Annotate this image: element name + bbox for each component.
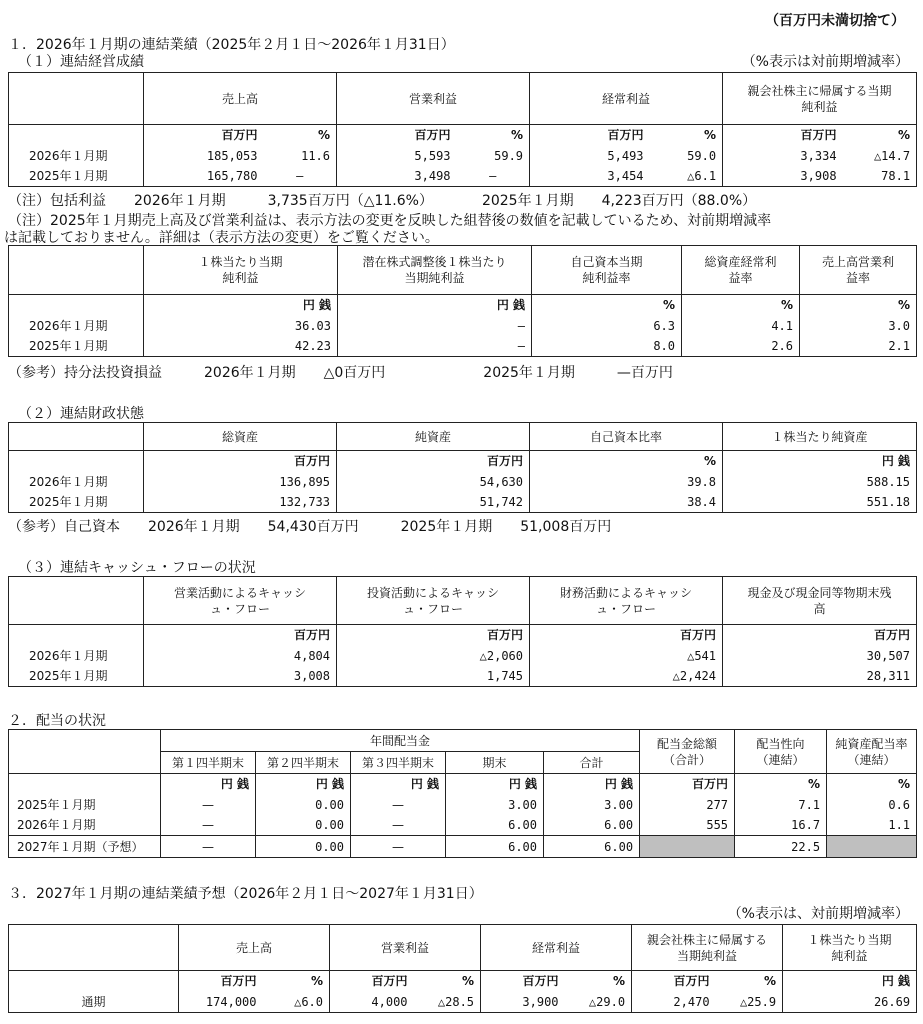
header-q2: 第２四半期末 [256,752,351,774]
forecast-row [9,836,917,858]
header-q3: 第３四半期末 [351,752,446,774]
value-cell: 2.6 [682,336,800,357]
unit-cell: 百万円 [337,125,457,147]
unit-cell: 百万円 [144,625,337,647]
value-cell: △25.9 [716,992,783,1013]
value-cell: 185,053 [144,146,264,166]
dividend-table [8,729,917,858]
row-label: 通期 [9,992,179,1013]
value-cell: 588.15 [723,472,917,492]
value-cell: 4,000 [330,992,414,1013]
unit-cell: % [682,295,800,317]
value-cell: 28,311 [723,666,917,687]
value-cell: 4,804 [144,646,337,666]
value-cell: 78.1 [843,166,917,187]
value-cell: 3,900 [481,992,565,1013]
shaded-cell [827,836,917,858]
value-cell: 132,733 [144,492,337,513]
value-cell: 6.00 [544,836,640,858]
value-cell: 3,908 [723,166,843,187]
unit-cell: % [263,971,330,993]
value-cell: 3,498 [337,166,457,187]
value-cell: — [351,815,446,836]
value-cell: 59.0 [650,146,723,166]
value-cell: 6.00 [446,815,544,836]
header-equity-ratio: 自己資本比率 [530,423,723,451]
unit-cell: 百万円 [337,451,530,473]
value-cell: 0.00 [256,815,351,836]
header-diluted-eps: 潜在株式調整後１株当たり当期純利益 [338,246,532,295]
value-cell: — [351,836,446,858]
forecast-title: ３．2027年１月期の連結業績予想（2026年２月１日～2027年１月31日） [8,886,483,902]
value-cell: 36.03 [144,316,338,336]
value-cell: 3.0 [800,316,917,336]
value-cell: 165,780 [144,166,264,187]
financial-position-table [8,422,917,513]
row-label: 2026年１月期 [9,316,144,336]
unit-cell: 円 銭 [783,971,917,993]
value-cell: 5,593 [337,146,457,166]
value-cell: 51,742 [337,492,530,513]
value-cell: 22.5 [735,836,827,858]
value-cell: 0.6 [827,795,917,815]
unit-cell: 円 銭 [144,295,338,317]
table-row [9,472,917,492]
section1-subtitle: （１）連結経営成績 [18,54,144,70]
value-cell: △28.5 [414,992,481,1013]
value-cell: 42.23 [144,336,338,357]
unit-cell: 円 銭 [723,451,917,473]
row-label: 2027年１月期（予想） [9,836,161,858]
unit-cell: % [716,971,783,993]
value-cell: 2,470 [632,992,716,1013]
unit-cell: 円 銭 [544,774,640,796]
corner-cell [9,73,144,125]
unit-cell: 円 銭 [351,774,446,796]
header-sales: 売上高 [179,925,330,971]
row-label: 2026年１月期 [9,646,144,666]
header-financing-cf: 財務活動によるキャッシュ・フロー [530,577,723,625]
table-row [9,492,917,513]
header-total-dividend: 配当金総額（合計） [640,730,735,774]
unit-cell: 百万円 [723,125,843,147]
unit-cell: 円 銭 [256,774,351,796]
value-cell: — [161,815,256,836]
value-cell: 38.4 [530,492,723,513]
header-ord-income: 経常利益 [530,73,723,125]
header-doe: 純資産配当率（連結） [827,730,917,774]
row-label: 2025年１月期 [9,336,144,357]
unit-cell: 百万円 [179,971,263,993]
unit-cell: % [264,125,337,147]
cash-flow-table [8,576,917,687]
value-cell: — [161,836,256,858]
header-ord-income: 経常利益 [481,925,632,971]
value-cell: 0.00 [256,836,351,858]
value-cell: 174,000 [179,992,263,1013]
value-cell: 39.8 [530,472,723,492]
forecast-table [8,924,917,1013]
unit-cell: 百万円 [481,971,565,993]
unit-cell: 円 銭 [161,774,256,796]
row-label: 2025年１月期 [9,166,144,187]
table-row [9,666,917,687]
unit-cell: % [735,774,827,796]
unit-cell: 百万円 [530,625,723,647]
header-eps: １株当たり当期純利益 [144,246,338,295]
section1-note: （%表示は対前期増減率） [741,54,909,70]
value-cell: — [161,795,256,815]
equity-method-note: （参考）持分法投資損益 2026年１月期 △0百万円 2025年１月期 —百万円 [8,365,673,381]
value-cell: 2.1 [800,336,917,357]
value-cell: 4.1 [682,316,800,336]
section3-subtitle: （３）連結キャッシュ・フローの状況 [18,560,256,576]
comprehensive-income-note: （注）包括利益 2026年１月期 3,735百万円（△11.6%） 2025年１月期 4,223百万円（88.0%） [8,193,757,209]
unit-cell: 円 銭 [446,774,544,796]
value-cell: 7.1 [735,795,827,815]
value-cell: 30,507 [723,646,917,666]
value-cell: △2,060 [337,646,530,666]
value-cell: 16.7 [735,815,827,836]
value-cell: 277 [640,795,735,815]
header-total: 合計 [544,752,640,774]
header-investing-cf: 投資活動によるキャッシュ・フロー [337,577,530,625]
value-cell: △6.1 [650,166,723,187]
value-cell: 59.9 [457,146,530,166]
value-cell: — [457,166,530,187]
row-label: 2025年１月期 [9,666,144,687]
unit-cell: 百万円 [640,774,735,796]
unit-cell: 百万円 [723,625,917,647]
unit-cell: 百万円 [144,451,337,473]
equity-note: （参考）自己資本 2026年１月期 54,430百万円 2025年１月期 51,008百万円 [8,519,612,535]
header-q1: 第１四半期末 [161,752,256,774]
row-label: 2026年１月期 [9,146,144,166]
unit-cell: 百万円 [330,971,414,993]
header-eps: １株当たり当期純利益 [783,925,917,971]
unit-cell: % [565,971,632,993]
shaded-cell [640,836,735,858]
unit-cell: 百万円 [144,125,264,147]
value-cell: 6.3 [532,316,682,336]
header-net-income: 親会社株主に帰属する当期純利益 [632,925,783,971]
value-cell: △2,424 [530,666,723,687]
row-label: 2026年１月期 [9,815,161,836]
value-cell: △541 [530,646,723,666]
dividend-title: ２．配当の状況 [8,713,106,729]
table-row [9,166,917,187]
value-cell: △14.7 [843,146,917,166]
table-row [9,795,917,815]
header-roe: 自己資本当期純利益率 [532,246,682,295]
value-cell: 54,630 [337,472,530,492]
header-bps: １株当たり純資産 [723,423,917,451]
value-cell: — [351,795,446,815]
presentation-change-note: （注）2025年１月期売上高及び営業利益は、表示方法の変更を反映した組替後の数値を記載しているため、対前期増減率 [8,213,772,229]
unit-cell: 百万円 [337,625,530,647]
header-sales: 売上高 [144,73,337,125]
section2-subtitle: （２）連結財政状態 [18,406,144,422]
header-roa: 総資産経常利益率 [682,246,800,295]
unit-cell: % [800,295,917,317]
value-cell: △29.0 [565,992,632,1013]
unit-note: （百万円未満切捨て） [765,13,905,29]
section1-title: １．2026年１月期の連結業績（2025年２月１日～2026年１月31日） [8,37,455,53]
unit-cell: % [457,125,530,147]
value-cell: 8.0 [532,336,682,357]
value-cell: 1.1 [827,815,917,836]
value-cell: 3.00 [446,795,544,815]
value-cell: — [338,316,532,336]
header-net-income: 親会社株主に帰属する当期純利益 [723,73,917,125]
value-cell: 3.00 [544,795,640,815]
header-op-margin: 売上高営業利益率 [800,246,917,295]
value-cell: 5,493 [530,146,650,166]
unit-cell: 円 銭 [338,295,532,317]
value-cell: 3,454 [530,166,650,187]
header-net-assets: 純資産 [337,423,530,451]
header-annual-dividend: 年間配当金 [161,730,640,752]
row-label: 2026年１月期 [9,472,144,492]
value-cell: 11.6 [264,146,337,166]
unit-cell: 百万円 [530,125,650,147]
value-cell: 555 [640,815,735,836]
header-cash-end: 現金及び現金同等物期末残高 [723,577,917,625]
value-cell: 3,008 [144,666,337,687]
unit-cell: % [414,971,481,993]
value-cell: 6.00 [446,836,544,858]
presentation-change-note-cont: は記載しておりません。詳細は（表示方法の変更）をご覧ください。 [4,230,439,246]
value-cell: 3,334 [723,146,843,166]
header-payout-ratio: 配当性向（連結） [735,730,827,774]
value-cell: 1,745 [337,666,530,687]
value-cell: 26.69 [783,992,917,1013]
per-share-table [8,245,917,357]
table-row [9,815,917,836]
table-row [9,992,917,1013]
forecast-note: （%表示は、対前期増減率） [727,906,909,922]
unit-cell: % [532,295,682,317]
header-operating-cf: 営業活動によるキャッシュ・フロー [144,577,337,625]
table-row [9,336,917,357]
table-row [9,646,917,666]
header-op-income: 営業利益 [337,73,530,125]
header-total-assets: 総資産 [144,423,337,451]
unit-cell: 百万円 [632,971,716,993]
value-cell: — [338,336,532,357]
table-row [9,146,917,166]
results-table [8,72,917,187]
value-cell: 0.00 [256,795,351,815]
header-year-end: 期末 [446,752,544,774]
unit-cell: % [530,451,723,473]
row-label: 2025年１月期 [9,492,144,513]
unit-cell: % [843,125,917,147]
row-label: 2025年１月期 [9,795,161,815]
value-cell: — [264,166,337,187]
table-row [9,316,917,336]
header-op-income: 営業利益 [330,925,481,971]
value-cell: △6.0 [263,992,330,1013]
unit-cell: % [650,125,723,147]
value-cell: 6.00 [544,815,640,836]
unit-cell: % [827,774,917,796]
value-cell: 551.18 [723,492,917,513]
value-cell: 136,895 [144,472,337,492]
